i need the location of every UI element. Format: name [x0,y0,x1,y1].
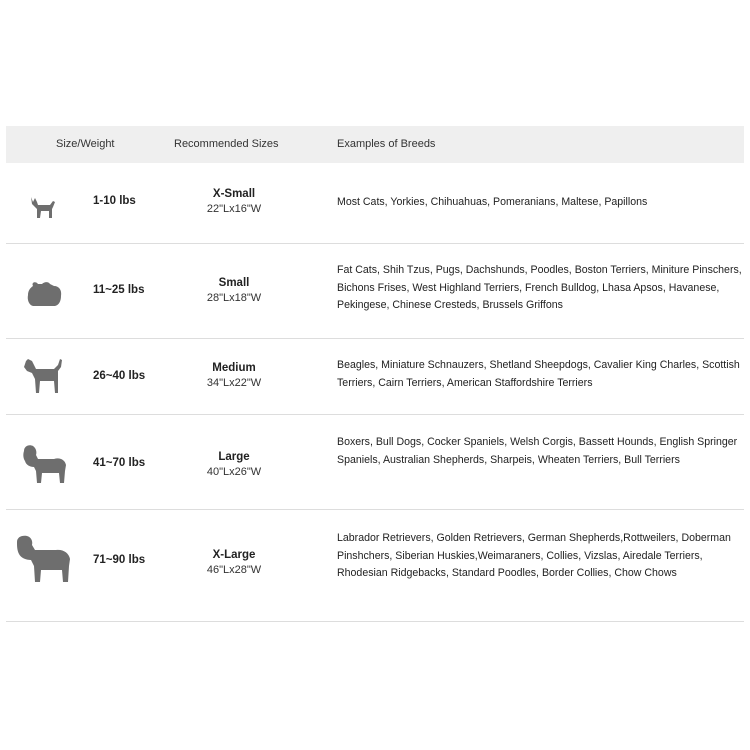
weight-range: 71~90 lbs [93,554,146,566]
size-dimensions: 28"Lx18"W [206,292,262,304]
breed-examples: Labrador Retrievers, Golden Retrievers, German Shepherds,Rottweilers, Doberman Pinshchers, Siberian Huskies,Weimaraners, Collies, Vizslas, Airedale Terriers, Rhodesian Ridgebacks, Standard Poodles, Border Collies, Chow Chows [337,532,731,579]
header-recommended-sizes: Recommended Sizes [174,138,279,150]
large-dog-icon [14,534,74,586]
breed-examples: Boxers, Bull Dogs, Cocker Spaniels, Welsh Corgis, Bassett Hounds, English Springer Spaniels, Australian Shepherds, Sharpeis, Wheaten Terriers, Bull Terriers [337,436,738,466]
table-row [6,244,744,339]
recommended-size [186,187,282,217]
weight-range: 26~40 lbs [93,370,146,382]
size-dimensions: 46"Lx28"W [206,564,262,576]
spaniel-dog-icon [20,443,70,487]
small-dog-icon [28,194,58,220]
weight-range: 41~70 lbs [93,457,146,469]
size-name: X-Large [212,549,256,561]
size-guide-table [6,126,744,622]
recommended-size [186,450,282,480]
breed-examples: Most Cats, Yorkies, Chihuahuas, Pomeranians, Maltese, Papillons [337,196,648,208]
size-name: Small [218,277,250,289]
recommended-size [186,276,282,306]
size-name: Large [218,451,250,463]
table-row [6,339,744,415]
table-row [6,163,744,244]
size-name: Medium [212,362,256,374]
fluffy-dog-icon [26,280,64,308]
header-examples-of-breeds: Examples of Breeds [337,138,436,150]
size-dimensions: 40"Lx26"W [206,466,262,478]
breed-examples: Beagles, Miniature Schnauzers, Shetland Sheepdogs, Cavalier King Charles, Scottish Terriers, Cairn Terriers, American Staffordshire Terriers [337,359,740,389]
breed-examples: Fat Cats, Shih Tzus, Pugs, Dachshunds, Poodles, Boston Terriers, Miniture Pinschers, Bichons Frises, West Highland Terriers, French Bulldog, Lhasa Apsos, Havanese, Pekingese, Chinese Cresteds, Brussels Griffons [337,264,742,311]
size-name: X-Small [212,188,256,200]
recommended-size [186,548,282,578]
size-dimensions: 22"Lx16"W [206,203,262,215]
table-row [6,415,744,510]
table-header [6,126,744,163]
header-size-weight: Size/Weight [56,138,115,150]
size-dimensions: 34"Lx22"W [206,377,262,389]
table-row [6,510,744,622]
recommended-size [186,361,282,391]
weight-range: 11~25 lbs [93,284,145,296]
medium-dog-icon [22,357,66,397]
weight-range: 1-10 lbs [93,195,136,207]
